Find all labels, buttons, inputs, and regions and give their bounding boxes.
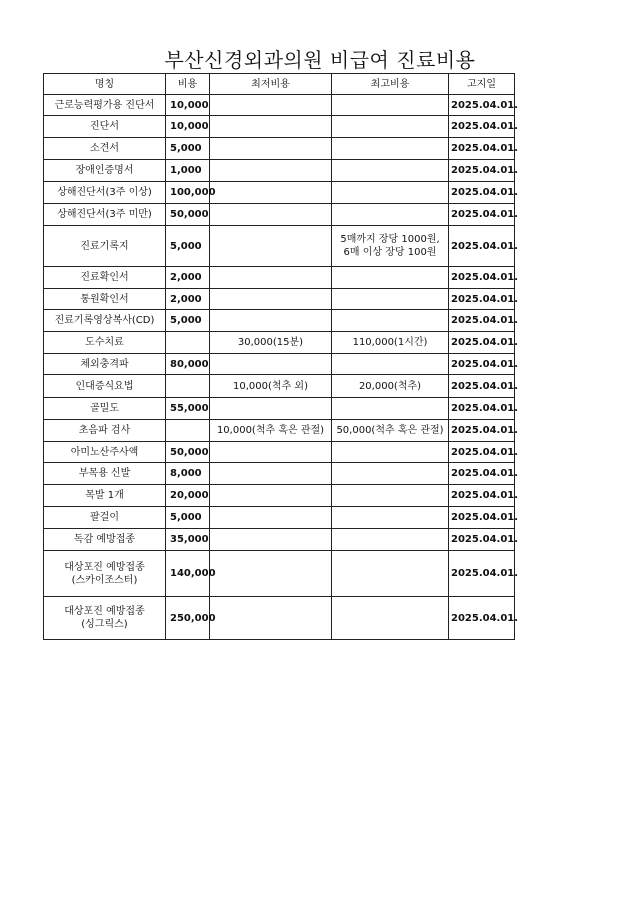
row-name: 초음파 검사: [44, 420, 166, 442]
fee-table: [43, 73, 519, 640]
row-notice-date: 2025.04.01.: [449, 138, 515, 160]
row-max-fee: [332, 138, 449, 160]
row-max-fee: [332, 95, 449, 116]
table-row: [44, 332, 515, 354]
row-fee: 250,000: [166, 597, 210, 640]
row-max-fee: [332, 116, 449, 138]
table-row: [44, 597, 515, 640]
row-fee: 140,000: [166, 551, 210, 597]
header-fee: 비용: [166, 74, 210, 95]
row-fee: 5,000: [166, 310, 210, 332]
table-row: [44, 420, 515, 442]
table-row: [44, 116, 515, 138]
row-min-fee: [210, 160, 332, 182]
row-name: 장애인증명서: [44, 160, 166, 182]
row-name: 진료확인서: [44, 267, 166, 289]
row-max-fee: [332, 597, 449, 640]
row-min-fee: [210, 551, 332, 597]
table-row: [44, 182, 515, 204]
row-fee: 80,000: [166, 354, 210, 375]
table-row: [44, 529, 515, 551]
row-name: 인대증식요법: [44, 375, 166, 398]
row-notice-date: 2025.04.01.: [449, 375, 515, 398]
row-fee: 50,000: [166, 442, 210, 463]
table-row: [44, 551, 515, 597]
row-fee: 2,000: [166, 289, 210, 310]
row-max-fee: [332, 310, 449, 332]
table-row: [44, 95, 515, 116]
row-min-fee: [210, 289, 332, 310]
row-min-fee: [210, 267, 332, 289]
table-row: [44, 204, 515, 226]
row-min-fee: [210, 116, 332, 138]
row-fee: 35,000: [166, 529, 210, 551]
row-max-fee: 50,000(척추 혹은 관절): [332, 420, 449, 442]
header-min-fee: 최저비용: [210, 74, 332, 95]
row-name: 대상포진 예방접종 (싱그릭스): [44, 597, 166, 640]
row-fee: 55,000: [166, 398, 210, 420]
row-fee: 10,000: [166, 95, 210, 116]
row-max-fee: [332, 160, 449, 182]
row-name: 독감 예방접종: [44, 529, 166, 551]
row-name: 팔걸이: [44, 507, 166, 529]
row-notice-date: 2025.04.01.: [449, 354, 515, 375]
row-min-fee: [210, 442, 332, 463]
row-name: 대상포진 예방접종 (스카이조스터): [44, 551, 166, 597]
row-name: 도수치료: [44, 332, 166, 354]
row-name: 진료기록지: [44, 226, 166, 267]
row-min-fee: [210, 485, 332, 507]
header-notice-date: 고지일: [449, 74, 515, 95]
row-notice-date: 2025.04.01.: [449, 398, 515, 420]
row-notice-date: 2025.04.01.: [449, 182, 515, 204]
table-row: [44, 398, 515, 420]
row-name: 아미노산주사액: [44, 442, 166, 463]
row-fee: 5,000: [166, 507, 210, 529]
row-name: 상해진단서(3주 미만): [44, 204, 166, 226]
row-notice-date: 2025.04.01.: [449, 226, 515, 267]
row-min-fee: [210, 204, 332, 226]
row-max-fee: [332, 398, 449, 420]
row-fee: [166, 420, 210, 442]
row-min-fee: [210, 507, 332, 529]
row-name: 소견서: [44, 138, 166, 160]
row-notice-date: 2025.04.01.: [449, 160, 515, 182]
row-max-fee: [332, 507, 449, 529]
row-name: 진료기록영상복사(CD): [44, 310, 166, 332]
row-fee: 5,000: [166, 226, 210, 267]
row-fee: [166, 332, 210, 354]
row-max-fee: 110,000(1시간): [332, 332, 449, 354]
header-row: [44, 74, 515, 95]
row-max-fee: [332, 463, 449, 485]
table-row: [44, 310, 515, 332]
row-notice-date: 2025.04.01.: [449, 332, 515, 354]
row-min-fee: [210, 463, 332, 485]
table-row: [44, 485, 515, 507]
row-name: 부목용 신발: [44, 463, 166, 485]
row-notice-date: 2025.04.01.: [449, 310, 515, 332]
row-name: 통원확인서: [44, 289, 166, 310]
row-notice-date: 2025.04.01.: [449, 420, 515, 442]
row-name: 체외충격파: [44, 354, 166, 375]
row-fee: 20,000: [166, 485, 210, 507]
row-min-fee: [210, 226, 332, 267]
row-min-fee: 10,000(척추 외): [210, 375, 332, 398]
row-fee: 8,000: [166, 463, 210, 485]
page-title: 부산신경외과의원 비급여 진료비용: [164, 48, 476, 72]
table-row: [44, 138, 515, 160]
row-notice-date: 2025.04.01.: [449, 267, 515, 289]
table-row: [44, 226, 515, 267]
row-fee: 10,000: [166, 116, 210, 138]
table-row: [44, 442, 515, 463]
row-max-fee: [332, 442, 449, 463]
row-fee: 100,000: [166, 182, 210, 204]
row-name: 상해진단서(3주 이상): [44, 182, 166, 204]
row-max-fee: [332, 204, 449, 226]
table-row: [44, 289, 515, 310]
row-notice-date: 2025.04.01.: [449, 597, 515, 640]
header-max-fee: 최고비용: [332, 74, 449, 95]
row-max-fee: 20,000(척추): [332, 375, 449, 398]
row-name: 골밀도: [44, 398, 166, 420]
header-name: 명칭: [44, 74, 166, 95]
row-fee: 2,000: [166, 267, 210, 289]
table-row: [44, 354, 515, 375]
row-max-fee: [332, 289, 449, 310]
row-max-fee: [332, 551, 449, 597]
table-row: [44, 267, 515, 289]
row-notice-date: 2025.04.01.: [449, 551, 515, 597]
row-min-fee: [210, 597, 332, 640]
row-notice-date: 2025.04.01.: [449, 529, 515, 551]
row-max-fee: [332, 267, 449, 289]
row-min-fee: [210, 95, 332, 116]
row-min-fee: [210, 182, 332, 204]
row-min-fee: [210, 138, 332, 160]
row-fee: 5,000: [166, 138, 210, 160]
row-notice-date: 2025.04.01.: [449, 463, 515, 485]
row-max-fee: [332, 485, 449, 507]
row-name: 목발 1개: [44, 485, 166, 507]
row-max-fee: [332, 529, 449, 551]
row-min-fee: [210, 310, 332, 332]
row-min-fee: [210, 529, 332, 551]
row-notice-date: 2025.04.01.: [449, 204, 515, 226]
row-fee: 50,000: [166, 204, 210, 226]
table-row: [44, 463, 515, 485]
table-row: [44, 160, 515, 182]
row-notice-date: 2025.04.01.: [449, 507, 515, 529]
row-max-fee: 5매까지 장당 1000원, 6매 이상 장당 100원: [332, 226, 449, 267]
row-fee: 1,000: [166, 160, 210, 182]
table-row: [44, 375, 515, 398]
row-notice-date: 2025.04.01.: [449, 116, 515, 138]
row-notice-date: 2025.04.01.: [449, 485, 515, 507]
row-name: 진단서: [44, 116, 166, 138]
row-notice-date: 2025.04.01.: [449, 289, 515, 310]
row-notice-date: 2025.04.01.: [449, 95, 515, 116]
row-max-fee: [332, 182, 449, 204]
row-fee: [166, 375, 210, 398]
row-min-fee: [210, 398, 332, 420]
row-min-fee: 30,000(15분): [210, 332, 332, 354]
row-min-fee: 10,000(척추 혹은 관절): [210, 420, 332, 442]
row-max-fee: [332, 354, 449, 375]
row-notice-date: 2025.04.01.: [449, 442, 515, 463]
row-name: 근로능력평가용 진단서: [44, 95, 166, 116]
row-min-fee: [210, 354, 332, 375]
table-row: [44, 507, 515, 529]
